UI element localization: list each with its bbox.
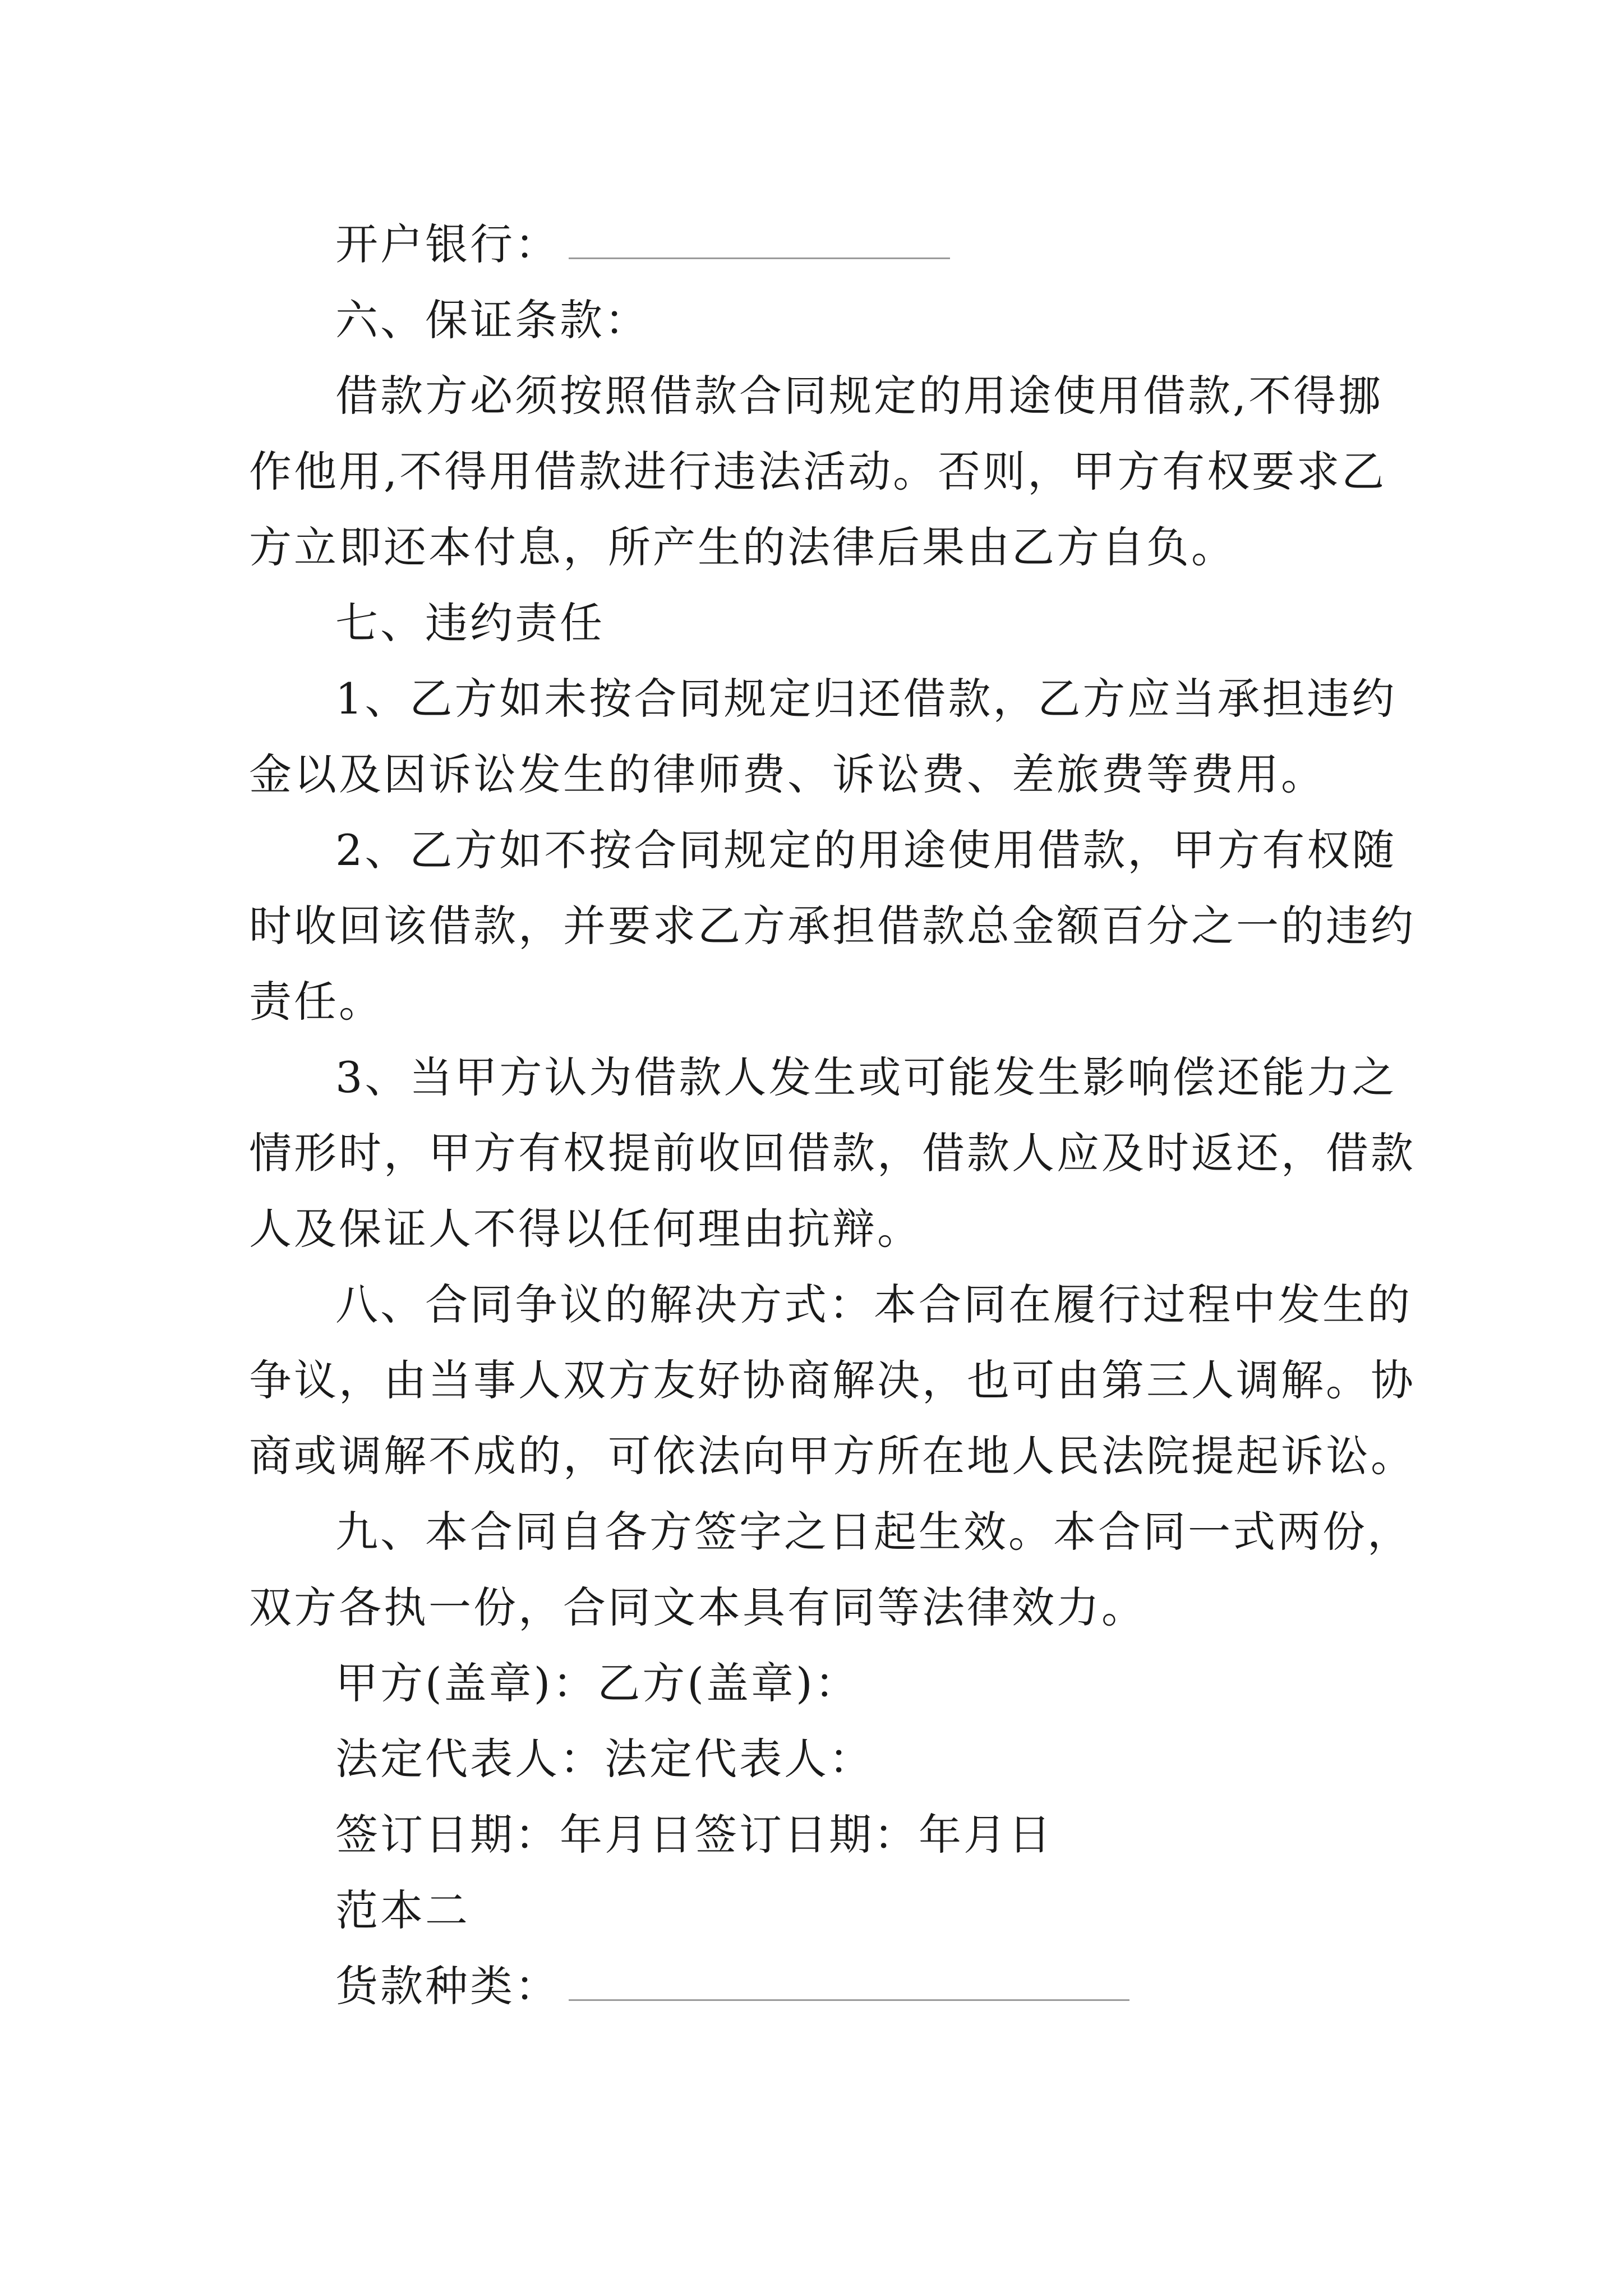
loan-type-field-row — [335, 1958, 1129, 2014]
loan-type-label: 货款种类： — [335, 1961, 560, 2011]
representative-line: 法定代表人：法定代表人： — [335, 1734, 874, 1784]
section-7-title: 七、违约责任 — [335, 598, 605, 648]
loan-type-blank-line — [569, 1963, 1129, 2001]
bank-label: 开户银行： — [335, 219, 560, 269]
bank-blank-line — [569, 222, 950, 259]
section-9-line-1: 九、本合同自各方签字之日起生效。本合同一式两份， — [335, 1507, 1412, 1557]
section-7-item-2-line-3: 责任。 — [249, 977, 384, 1027]
section-7-item-1-line-1: 1、乙方如未按合同规定归还借款，乙方应当承担违约 — [335, 674, 1397, 724]
template-2-heading: 范本二 — [335, 1885, 470, 1935]
section-7-item-2-line-1: 2、乙方如不按合同规定的用途使用借款，甲方有权随 — [335, 825, 1397, 875]
section-7-item-2-line-2: 时收回该借款，并要求乙方承担借款总金额百分之一的违约 — [249, 901, 1415, 951]
section-6-title: 六、保证条款： — [335, 295, 649, 345]
signing-date-line: 签订日期：年月日签订日期：年月日 — [335, 1810, 1053, 1860]
section-9-line-2: 双方各执一份，合同文本具有同等法律效力。 — [249, 1582, 1146, 1632]
section-7-item-3-line-3: 人及保证人不得以任何理由抗辩。 — [249, 1204, 922, 1254]
section-6-line-2: 作他用,不得用借款进行违法活动。否则，甲方有权要求乙 — [249, 447, 1387, 496]
section-6-line-1: 借款方必须按照借款合同规定的用途使用借款,不得挪 — [335, 371, 1384, 421]
section-6-line-3: 方立即还本付息，所产生的法律后果由乙方自负。 — [249, 522, 1236, 572]
bank-field-row — [335, 217, 950, 273]
section-7-item-3-line-1: 3、当甲方认为借款人发生或可能发生影响偿还能力之 — [335, 1052, 1397, 1102]
section-7-item-3-line-2: 情形时，甲方有权提前收回借款，借款人应及时返还，借款 — [249, 1128, 1415, 1178]
section-8-line-3: 商或调解不成的，可依法向甲方所在地人民法院提起诉讼。 — [249, 1431, 1415, 1481]
section-8-line-1: 八、合同争议的解决方式：本合同在履行过程中发生的 — [335, 1280, 1412, 1329]
section-8-line-2: 争议，由当事人双方友好协商解决，也可由第三人调解。协 — [249, 1355, 1415, 1405]
section-7-item-1-line-2: 金以及因诉讼发生的律师费、诉讼费、差旅费等费用。 — [249, 749, 1326, 799]
seal-line: 甲方(盖章)：乙方(盖章)： — [335, 1658, 860, 1708]
